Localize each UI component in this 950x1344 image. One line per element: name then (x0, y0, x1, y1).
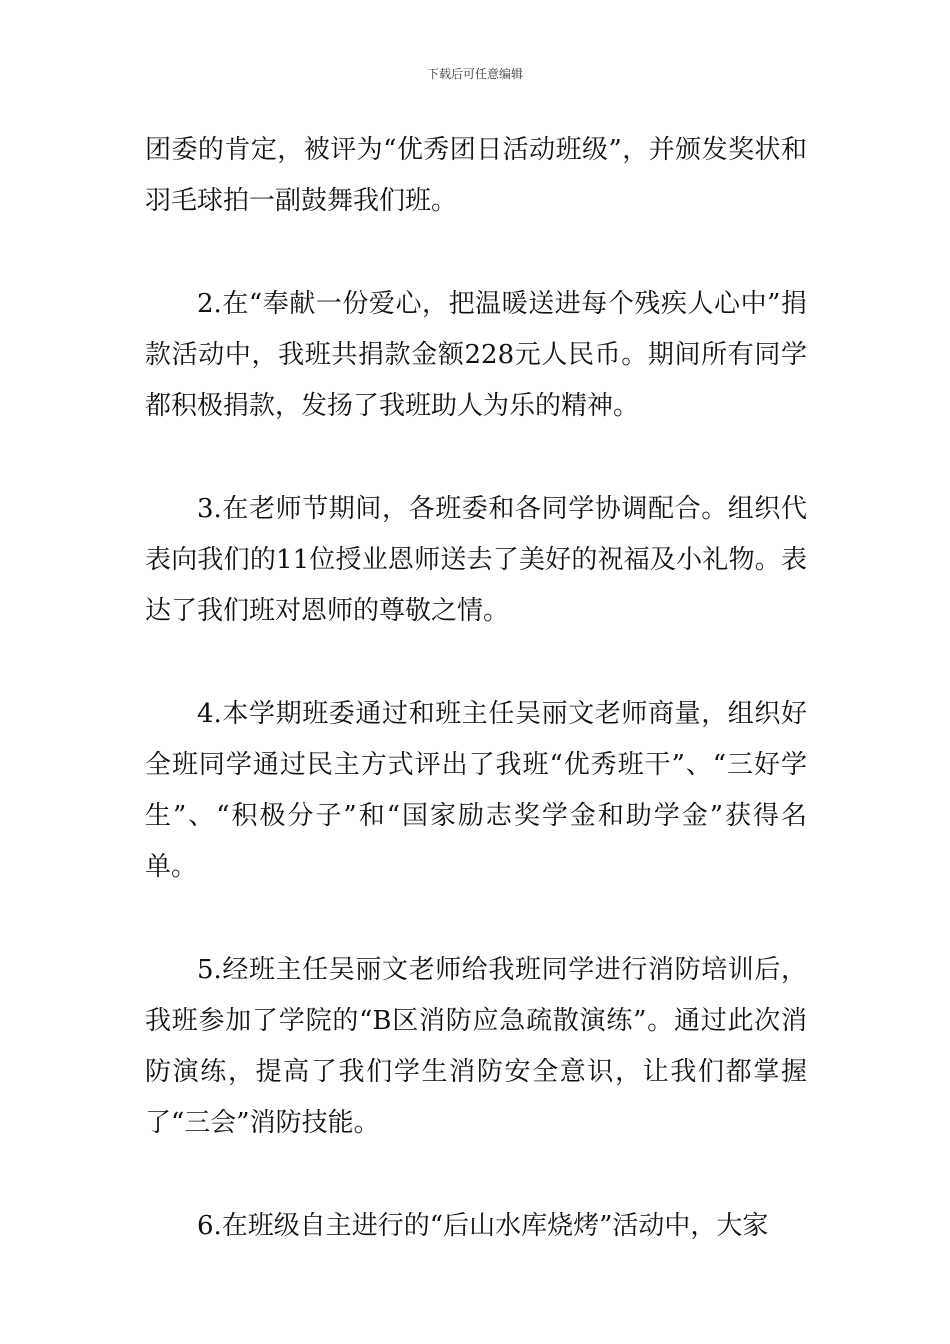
document-body (145, 125, 807, 1252)
paragraph-item-3: 3.在老师节期间，各班委和各同学协调配合。组织代表向我们的11位授业恩师送去了美好的祝福及小礼物。表达了我们班对恩师的尊敬之情。 (145, 494, 807, 626)
paragraph-item-4: 4.本学期班委通过和班主任吴丽文老师商量，组织好全班同学通过民主方式评出了我班“优秀班干”、“三好学生”、“积极分子”和“国家励志奖学金和助学金”获得名单。 (145, 699, 807, 882)
paragraph-item-5: 5.经班主任吴丽文老师给我班同学进行消防培训后，我班参加了学院的“B区消防应急疏散演练”。通过此次消防演练，提高了我们学生消防安全意识，让我们都掌握了“三会”消防技能。 (145, 955, 807, 1138)
paragraph-item-6: 6.在班级自主进行的“后山水库烧烤”活动中，大家 (197, 1211, 769, 1241)
paragraph-item-2: 2.在“奉献一份爱心，把温暖送进每个残疾人心中”捐款活动中，我班共捐款金额228元人民币。期间所有同学都积极捐款，发扬了我班助人为乐的精神。 (145, 289, 807, 421)
page-header-note: 下载后可任意编辑 (426, 67, 523, 81)
paragraph-continuation: 团委的肯定，被评为“优秀团日活动班级”，并颁发奖状和羽毛球拍一副鼓舞我们班。 (145, 135, 807, 216)
